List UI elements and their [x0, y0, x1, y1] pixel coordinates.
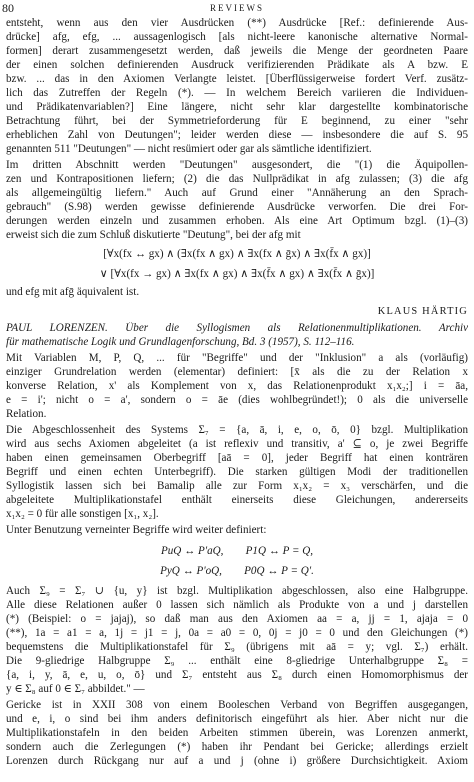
page-header	[0, 0, 474, 16]
citation-line: PAUL LORENZEN. Über die Syllogismen als Relationenmultiplikationen. Archiv	[6, 322, 468, 334]
text-line: genannten 511 "Deutungen" — nicht resümiert oder gar als sämtliche identifiziert.	[6, 143, 372, 155]
citation-line: für mathematische Logik und Grundlagenforschung, Bd. 3 (1957), S. 112–116.	[6, 336, 355, 348]
text-line: Multiplikationstafeln in den beiden Arbeiten stimmen überein, was Lorenzen anmerkt,	[6, 727, 468, 739]
formula-line: PuQ ↔ P'aQ, P1Q ↔ P = Q,	[160, 545, 313, 557]
text-line: einziger Grundrelation werden (elementar) definiert: [x̄ als die zu der Relation x	[6, 366, 468, 378]
text-line: und Prädikatenvariablen?] Eine längere, nicht sehr klar dargestellte kombinatorische	[6, 101, 468, 113]
text-line: Unter Benutzung verneinter Begriffe wird weiter definiert:	[6, 524, 267, 536]
text-line: wird aus sechs Axiomen abgeleitet (a ist reflexiv und transitiv, a' ⊆ o, je zwei Begriffe	[6, 438, 468, 450]
text-line: drücke] afg, efg, ... aussagenlogisch [als nicht-leere kanonische alternative Normal-	[6, 31, 468, 43]
text-line: Im dritten Abschnitt werden "Deutungen" ausgesondert, die "(1) die Äquipollen-	[6, 159, 468, 171]
text-line: Auch Σ₉ = Σ₇ ∪ {u, y} ist bzgl. Multiplikation abgeschlossen, also eine Halbgruppe.	[6, 585, 468, 597]
text-line: (**), 1a = a1 = a, 1j = j1 = j, 0a = a0 = 0, 0j = j0 = 0 und den Gleichungen (*)	[6, 627, 468, 639]
page-number: 80	[2, 1, 14, 15]
text-line: gebrauch" (S.98) werden gewisse definierende Ausdrücke verworfen. Die drei For-	[6, 201, 468, 213]
text-line: erheblichen Zahl von Deutungen"; leider werden diese — insbesondere die auf S. 95	[6, 129, 468, 141]
text-line: Gericke ist in XXII 308 von einem Booleschen Verband von Begriffen ausgegangen,	[6, 699, 468, 711]
text-line: x₁x₂ = 0 für alle sonstigen [x₁, x₂].	[6, 508, 159, 520]
text-line: entsteht, wenn aus den vier Ausdrücken (**) Ausdrücke [Ref.: definierende Aus-	[6, 17, 468, 29]
text-line: als allgemeingültig liefern." Auch auf Grund einer "Annäherung an den Sprach-	[6, 187, 468, 199]
text-line: und e, i, o sind bei ihm anders definitorisch eingeführt als hier. Aber nicht nur die	[6, 713, 468, 725]
text-line: Die 9-gliedrige Halbgruppe Σ₉ ... enthält eine 8-gliedrige Unterhalbgruppe Σ₈ =	[6, 655, 468, 667]
text-line: bzw. ... das in den Axiomen Verlangte leistet. [Überflüssigerweise fordert Verf. zusätz-	[6, 73, 468, 85]
text-line: Relation.	[6, 408, 47, 420]
text-line: Syllogistik lassen sich bei Bamalip alle zur Form x₁x₂ = x₃ verschärfen, und die	[6, 480, 468, 492]
formula-line: PyQ ↔ P'oQ, P0Q ↔ P = Q'.	[160, 565, 314, 577]
formula-line: [∀x(fx ↔ gx) ∧ (∃x(fx ∧ gx) ∧ ∃x(fx ∧ ḡx) ∧ ∃x(f̄x ∧ gx)]	[103, 248, 371, 260]
text-line: konverse Relation, x' als Komplement von x, das Relationenprodukt x₁x₂;] i = āa,	[6, 380, 468, 392]
text-line: y ∈ Σ₈ auf 0 ∈ Σ₇ abbildet." —	[6, 683, 145, 695]
text-line: erweist sich die zum Schluß diskutierte "Deutung", bei der afg mit	[6, 229, 301, 241]
text-line: zen und Kontrapositionen liefern; (2) die das Nullprädikat in afg zulassen; (3) die afg	[6, 173, 468, 185]
text-line: der einen solchen definierenden Ausdruck verifizierenden Prädikate als A bzw. E	[6, 59, 468, 71]
text-line: Die Abgeschlossenheit des Systems Σ₇ = {a, ā, i, e, o, ō, 0} bzgl. Multiplikation	[6, 424, 468, 436]
text-line: derungen werden einzeln und zusammen erhoben. Als eine Art Optimum bzgl. (1)–(3)	[6, 215, 468, 227]
text-line: Betrachtung führt, bei der Symmetrieforderung für E beginnend, zu einer "sehr	[6, 115, 468, 127]
text-line: Begriff und einen echten Unterbegriff). Die starken gültigen Modi der traditionellen	[6, 466, 468, 478]
text-line: Lorenzen durch Rückgang nur auf a und j (ohne i) größere Durchsichtigkeit. Axiom	[6, 755, 468, 767]
running-title: REVIEWS	[210, 3, 264, 13]
reviewer-signature: KLAUS HÄRTIG	[377, 306, 468, 317]
formula-line: ∨ [∀x(fx → gx) ∧ ∃x(fx ∧ gx) ∧ ∃x(f̄x ∧ gx) ∧ ∃x(f̄x ∧ ḡx)]	[99, 268, 375, 280]
text-line: abgeleitete Multiplikationstafel enthält einerseits diese Gleichungen, andererseits	[6, 494, 468, 506]
text-line: (*) (Beispiel: o = jajaj), so daß man aus den Axiomen aa = a, jj = 1, ajaja = 0	[6, 613, 468, 625]
text-line: lich das Zutreffen der Regeln (*). — In welchem Bereich variieren die Individuen-	[6, 87, 468, 99]
text-line: sondern auch die Zerlegungen (*) haben ihr Pendant bei Gericke; allerdings erzielt	[6, 741, 468, 753]
text-line: haben einen gemeinsamen Oberbegriff [aā = 0], jeder Begriff hat einen konträren	[6, 452, 468, 464]
text-line: Mit Variablen M, P, Q, ... für "Begriffe" und der "Inklusion" a als (vorläufig)	[6, 352, 468, 364]
text-line: Alle diese Relationen außer 0 lassen sich nämlich als Produkte von a und j darstellen	[6, 599, 468, 611]
text-line: {a, i, y, ā, e, u, o, ō} und Σ₇ entsteht aus Σ₈ durch einen Homomorphismus der	[6, 669, 468, 681]
text-line: e = i'; nicht o = a', sondern o = āe (dies wohlbegründet!); 0 als die universelle	[6, 394, 468, 406]
text-line: formen] derart zusammengesetzt werden, daß jeweils die Menge der geordneten Paare	[6, 45, 468, 57]
text-line: und efg mit afḡ äquivalent ist.	[6, 286, 140, 298]
text-line: bequemstens die Multiplikationstafel für Σ₉ (übrigens mit aā = y; vgl. Σ₇) erhält.	[6, 641, 468, 653]
